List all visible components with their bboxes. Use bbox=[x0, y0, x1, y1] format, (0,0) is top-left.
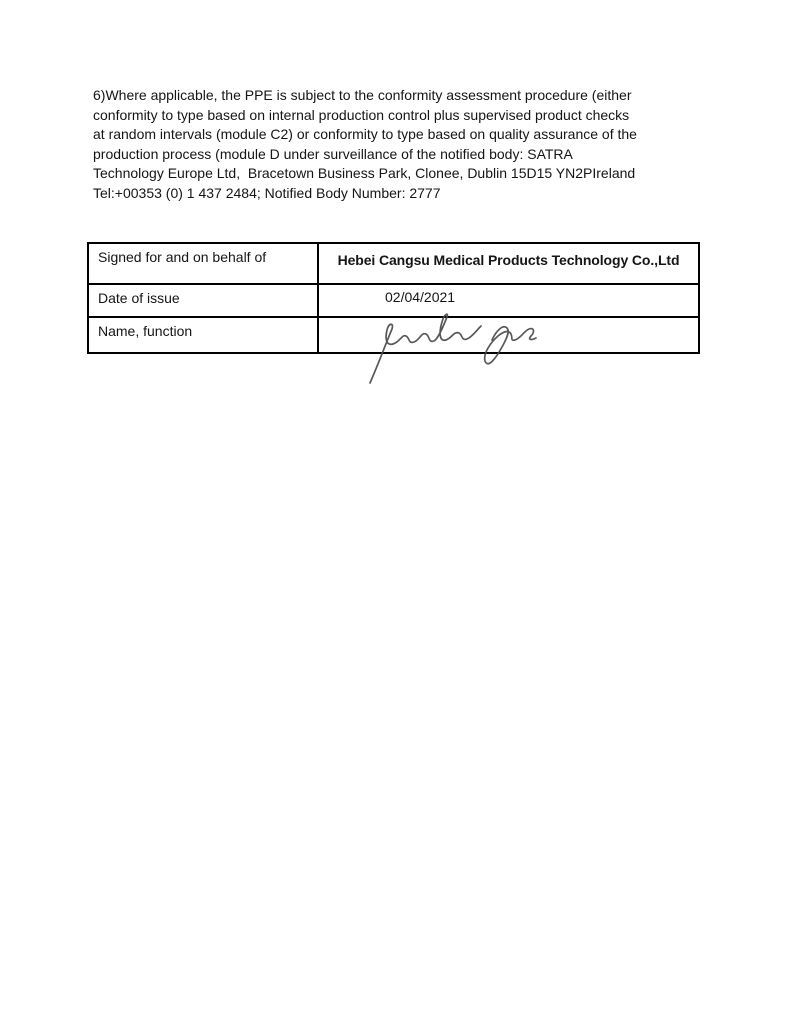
conformity-paragraph bbox=[93, 86, 718, 204]
paragraph-line: 6)Where applicable, the PPE is subject to the conformity assessment procedure (either bbox=[93, 87, 632, 103]
table-row-date-of-issue bbox=[88, 284, 699, 317]
paragraph-line: production process (module D under surveillance of the notified body: SATRA bbox=[93, 145, 573, 162]
date-of-issue-value: 02/04/2021 bbox=[318, 284, 699, 317]
signed-for-label: Signed for and on behalf of bbox=[88, 243, 318, 284]
paragraph-line: conformity to type based on internal production control plus supervised product checks bbox=[93, 106, 630, 123]
company-name-value: Hebei Cangsu Medical Products Technology Co.,Ltd bbox=[318, 243, 699, 284]
name-function-value bbox=[318, 317, 699, 353]
signature-table bbox=[87, 242, 700, 354]
table-row-signed-for bbox=[88, 243, 699, 284]
paragraph-line: at random intervals (module C2) or conformity to type based on quality assurance of the bbox=[93, 126, 637, 143]
table-row-name-function bbox=[88, 317, 699, 353]
paragraph-line: Technology Europe Ltd, Bracetown Business Park, Clonee, Dublin 15D15 YN2PIreland bbox=[93, 165, 636, 182]
name-function-label: Name, function bbox=[88, 317, 318, 353]
paragraph-line: Tel:+00353 (0) 1 437 2484; Notified Body Number: 2777 bbox=[93, 184, 441, 201]
date-of-issue-label: Date of issue bbox=[88, 284, 318, 317]
